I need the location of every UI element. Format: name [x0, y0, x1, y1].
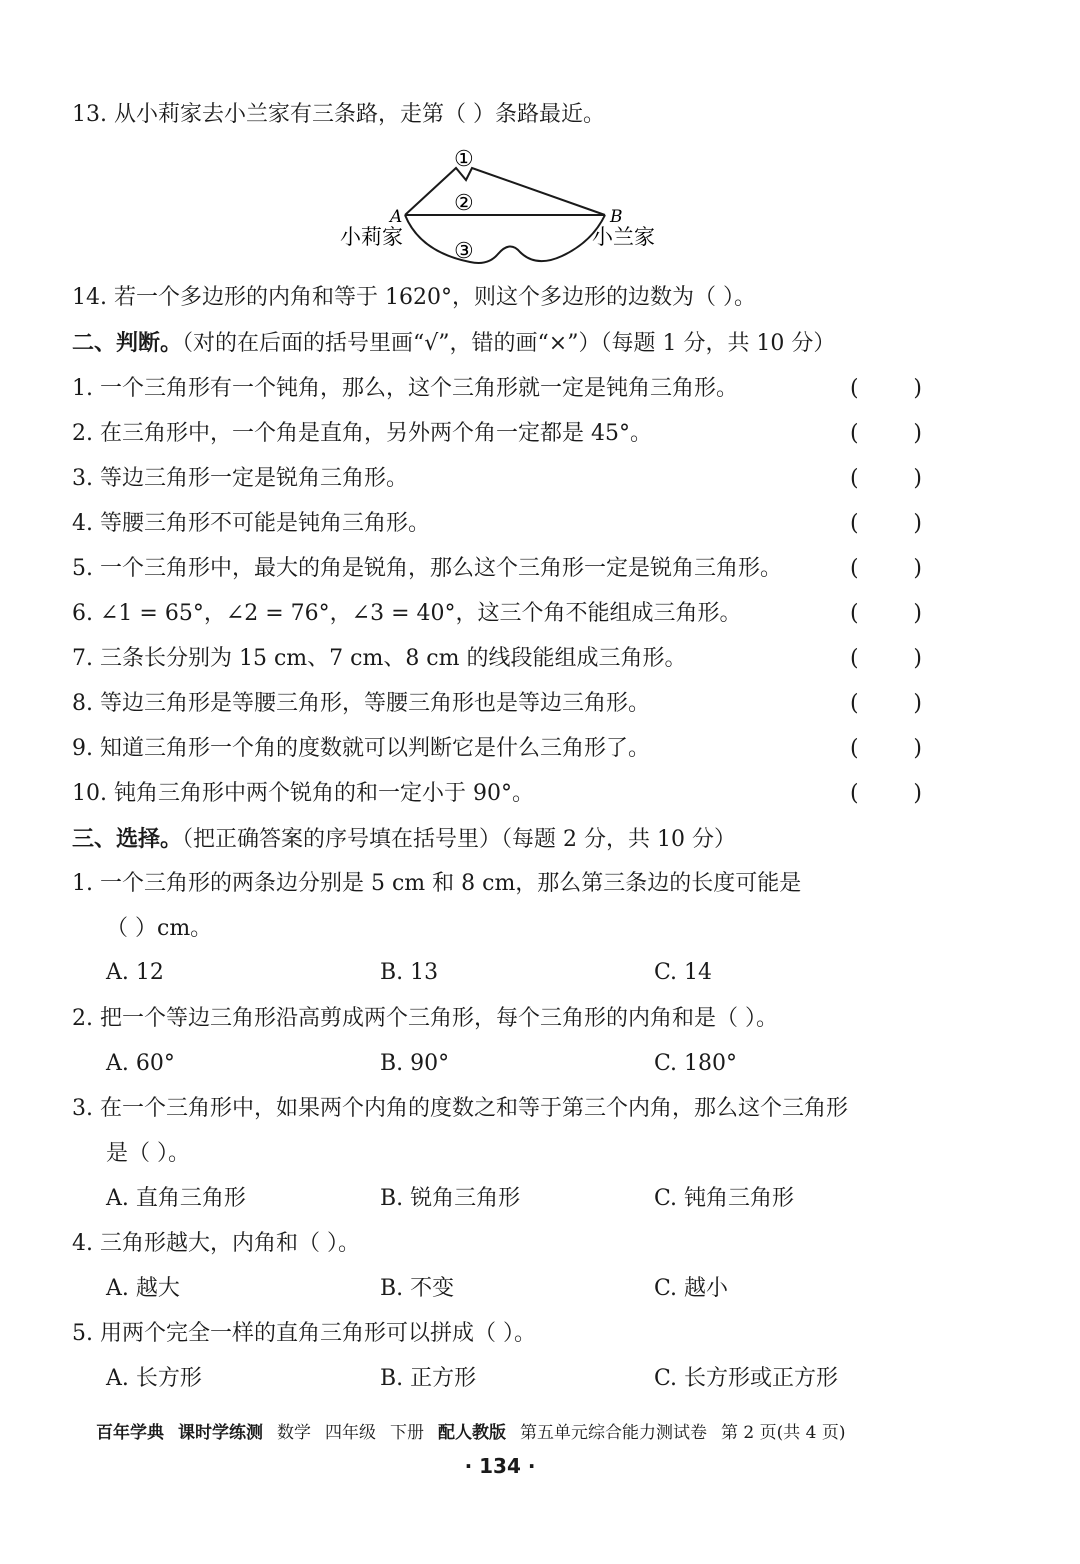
route-1-label: ①	[454, 147, 474, 172]
paren-open: (	[850, 601, 859, 626]
paren-close: )	[913, 376, 922, 401]
choice-3-option-c[interactable]: C. 钝角三角形	[654, 1186, 795, 1211]
route-2-label: ②	[454, 191, 474, 216]
footer-grade: 四年级	[325, 1423, 376, 1443]
footer-series: 课时学练测	[178, 1423, 263, 1443]
paren-open: (	[850, 376, 859, 401]
section-3-title: 三、选择。	[72, 826, 183, 852]
paren-open: (	[850, 421, 859, 446]
choice-1-option-b[interactable]: B. 13	[380, 960, 439, 985]
question-14: 14. 若一个多边形的内角和等于 1620°，则这个多边形的边数为（ ）。	[72, 285, 756, 310]
choice-3-option-a[interactable]: A. 直角三角形	[106, 1186, 246, 1211]
footer-page-info: 第 2 页(共 4 页)	[721, 1423, 846, 1443]
footer-brand: 百年学典	[96, 1423, 164, 1443]
paren-close: )	[913, 646, 922, 671]
page-footer	[96, 1420, 860, 1446]
paren-close: )	[913, 556, 922, 581]
judge-item-6: 6. ∠1 = 65°，∠2 = 76°，∠3 = 40°，这三个角不能组成三角形。	[72, 601, 742, 626]
judge-item-4: 4. 等腰三角形不可能是钝角三角形。	[72, 511, 430, 536]
section-2-title: 二、判断。	[72, 330, 183, 356]
judge-item-5: 5. 一个三角形中，最大的角是锐角，那么这个三角形一定是锐角三角形。	[72, 556, 782, 581]
paren-close: )	[913, 736, 922, 761]
choice-2-option-a[interactable]: A. 60°	[106, 1051, 175, 1076]
judge-item-10: 10. 钝角三角形中两个锐角的和一定小于 90°。	[72, 781, 534, 806]
section-3-header	[72, 824, 736, 855]
choice-4-option-a[interactable]: A. 越大	[106, 1276, 180, 1301]
paren-close: )	[913, 781, 922, 806]
judge-item-9: 9. 知道三角形一个角的度数就可以判断它是什么三角形了。	[72, 736, 650, 761]
footer-subject: 数学	[277, 1423, 311, 1443]
footer-volume: 下册	[390, 1423, 424, 1443]
paren-open: (	[850, 781, 859, 806]
footer-test-name: 第五单元综合能力测试卷	[520, 1423, 707, 1443]
choice-4-option-b[interactable]: B. 不变	[380, 1276, 455, 1301]
paren-open: (	[850, 466, 859, 491]
choice-2-option-b[interactable]: B. 90°	[380, 1051, 450, 1076]
question-13: 13. 从小莉家去小兰家有三条路，走第（ ）条路最近。	[72, 102, 605, 127]
paren-close: )	[913, 466, 922, 491]
paren-open: (	[850, 736, 859, 761]
choice-3-question-cont: 是（ ）。	[106, 1141, 190, 1166]
judge-item-7: 7. 三条长分别为 15 cm、7 cm、8 cm 的线段能组成三角形。	[72, 646, 687, 671]
paren-open: (	[850, 691, 859, 716]
choice-1-question: 1. 一个三角形的两条边分别是 5 cm 和 8 cm，那么第三条边的长度可能是	[72, 871, 802, 896]
paren-open: (	[850, 556, 859, 581]
choice-1-option-c[interactable]: C. 14	[654, 960, 713, 985]
paren-close: )	[913, 511, 922, 536]
route-3-path	[405, 215, 605, 263]
choice-2-question: 2. 把一个等边三角形沿高剪成两个三角形，每个三角形的内角和是（ ）。	[72, 1006, 778, 1031]
choice-5-option-a[interactable]: A. 长方形	[106, 1366, 202, 1391]
judge-item-8: 8. 等边三角形是等腰三角形，等腰三角形也是等边三角形。	[72, 691, 650, 716]
home-a-label: 小莉家	[340, 225, 403, 249]
footer-edition: 配人教版	[438, 1423, 506, 1443]
route-1-path	[405, 168, 605, 215]
choice-4-question: 4. 三角形越大，内角和（ ）。	[72, 1231, 360, 1256]
choice-5-question: 5. 用两个完全一样的直角三角形可以拼成（ ）。	[72, 1321, 536, 1346]
paren-close: )	[913, 691, 922, 716]
point-b-label: B	[610, 207, 623, 227]
choice-2-option-c[interactable]: C. 180°	[654, 1051, 738, 1076]
paren-open: (	[850, 511, 859, 536]
home-b-label: 小兰家	[592, 225, 655, 249]
choice-5-option-b[interactable]: B. 正方形	[380, 1366, 477, 1391]
section-3-note: （把正确答案的序号填在括号里）（每题 2 分，共 10 分）	[182, 827, 736, 852]
paren-close: )	[913, 421, 922, 446]
choice-4-option-c[interactable]: C. 越小	[654, 1276, 729, 1301]
judge-item-1: 1. 一个三角形有一个钝角，那么，这个三角形就一定是钝角三角形。	[72, 376, 738, 401]
choice-5-option-c[interactable]: C. 长方形或正方形	[654, 1366, 839, 1391]
choice-3-option-b[interactable]: B. 锐角三角形	[380, 1186, 521, 1211]
choice-1-option-a[interactable]: A. 12	[106, 960, 164, 985]
page-number: · 134 ·	[464, 1454, 536, 1478]
route-3-label: ③	[454, 239, 474, 264]
section-2-header	[72, 328, 835, 359]
choice-3-question: 3. 在一个三角形中，如果两个内角的度数之和等于第三个内角，那么这个三角形	[72, 1096, 848, 1121]
section-2-note: （对的在后面的括号里画“√”，错的画“×”）（每题 1 分，共 10 分）	[182, 331, 836, 356]
point-a-label: A	[390, 207, 403, 227]
paren-open: (	[850, 646, 859, 671]
route-diagram	[330, 140, 680, 270]
judge-item-3: 3. 等边三角形一定是锐角三角形。	[72, 466, 408, 491]
choice-1-question-cont: （ ）cm。	[106, 916, 213, 941]
judge-item-2: 2. 在三角形中，一个角是直角，另外两个角一定都是 45°。	[72, 421, 652, 446]
paren-close: )	[913, 601, 922, 626]
